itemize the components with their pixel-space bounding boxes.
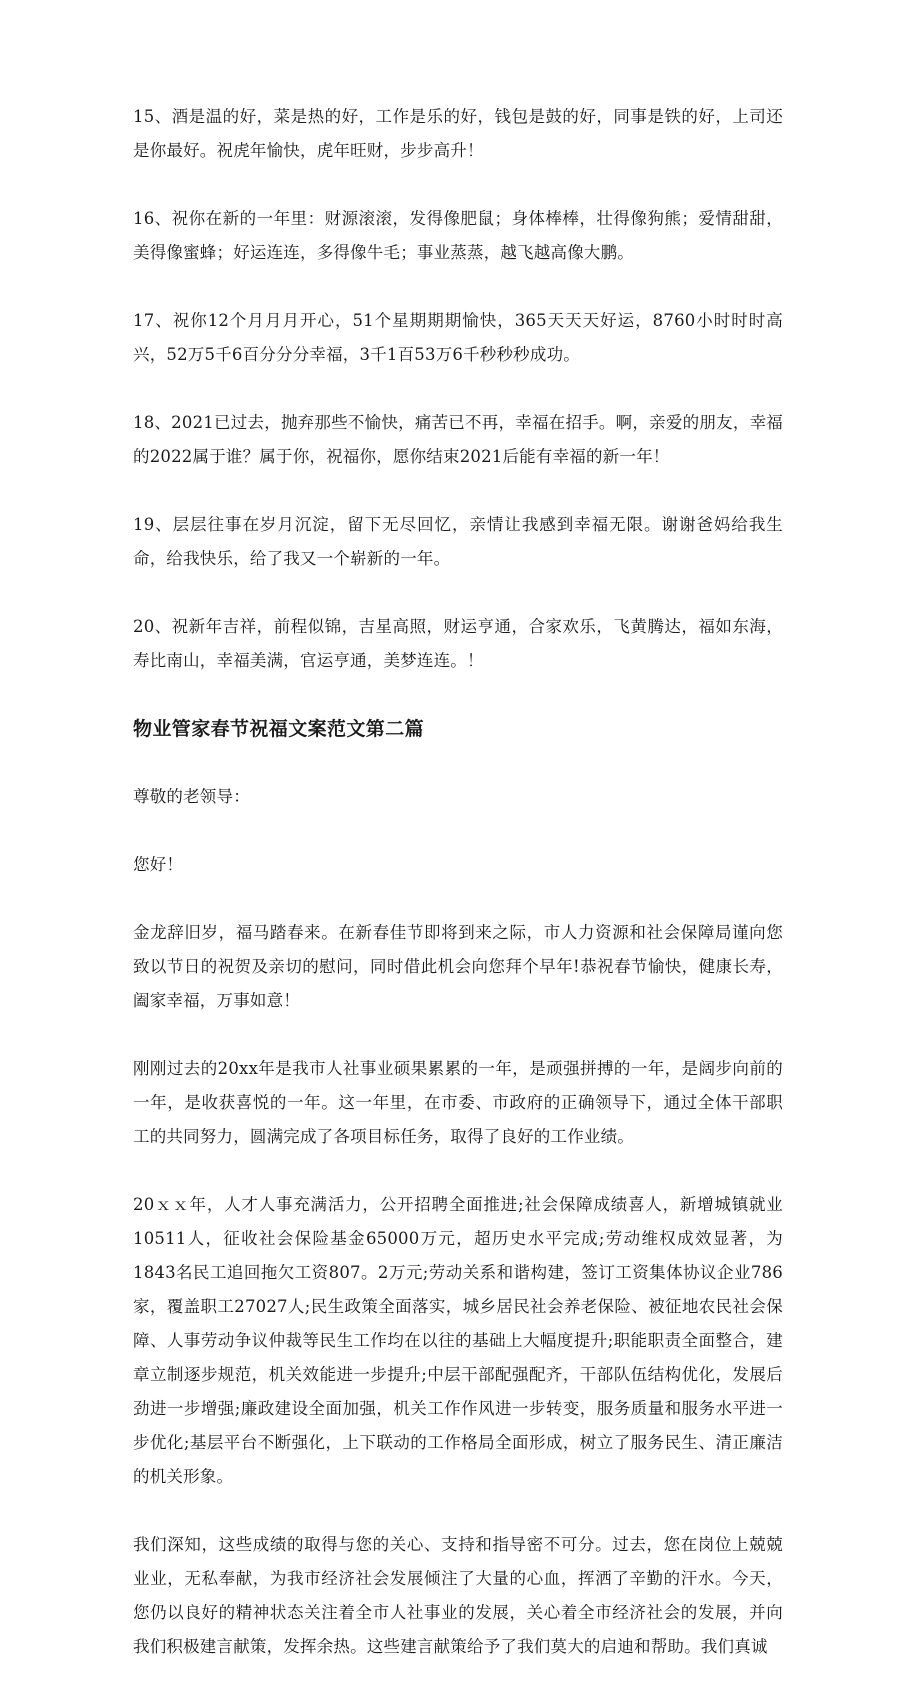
section-title: 物业管家春节祝福文案范文第二篇 [133,718,425,740]
wish-paragraph-19: 19、层层往事在岁月沉淀，留下无尽回忆，亲情让我感到幸福无限。谢谢爸妈给我生命，给我快乐，给了我又一个崭新的一年。 [133,515,783,568]
letter-salutation: 尊敬的老领导： [133,787,250,806]
letter-paragraph-3: 20ｘｘ年，人才人事充满活力，公开招聘全面推进;社会保障成绩喜人，新增城镇就业10511人，征收社会保险基金65000万元，超历史水平完成;劳动维权成效显著，为1843名民工追回拖欠工资807。2万元;劳动关系和谐构建，签订工资集体协议企业786家，覆盖职工27027人;民生政策全面落实，城乡居民社会养老保险、被征地农民社会保障、人事劳动争议仲裁等民生工作均在以往的基础上大幅度提升;职能职责全面整合，建章立制逐步规范，机关效能进一步提升;中层干部配强配齐，干部队伍结构优化，发展后劲进一步增强;廉政建设全面加强，机关工作作风进一步转变，服务质量和服务水平进一步优化;基层平台不断强化，上下联动的工作格局全面形成，树立了服务民生、清正廉洁的机关形象。 [133,1195,783,1486]
letter-paragraph-2: 刚刚过去的20xx年是我市人社事业硕果累累的一年，是顽强拼搏的一年，是阔步向前的一年，是收获喜悦的一年。这一年里，在市委、市政府的正确领导下，通过全体干部职工的共同努力，圆满完成了各项目标任务，取得了良好的工作业绩。 [133,1059,783,1146]
wish-paragraph-17: 17、祝你12个月月月开心，51个星期期期愉快，365天天天好运，8760小时时时高兴，52万5千6百分分分幸福，3千1百53万6千秒秒秒成功。 [133,311,783,364]
wish-paragraph-20: 20、祝新年吉祥，前程似锦，吉星高照，财运亨通，合家欢乐，飞黄腾达，福如东海，寿比南山，幸福美满，官运亨通，美梦连连。！ [133,617,783,670]
wish-paragraph-18: 18、2021已过去，抛弃那些不愉快，痛苦已不再，幸福在招手。啊，亲爱的朋友，幸福的2022属于谁？属于你，祝福你，愿你结束2021后能有幸福的新一年！ [133,413,783,466]
wish-paragraph-16: 16、祝你在新的一年里：财源滚滚，发得像肥鼠；身体棒棒，壮得像狗熊；爱情甜甜，美得像蜜蜂；好运连连，多得像牛毛；事业蒸蒸，越飞越高像大鹏。 [133,209,783,262]
wish-paragraph-15: 15、酒是温的好，菜是热的好，工作是乐的好，钱包是鼓的好，同事是铁的好，上司还是你最好。祝虎年愉快，虎年旺财，步步高升！ [133,107,783,160]
letter-paragraph-1: 金龙辞旧岁，福马踏春来。在新春佳节即将到来之际，市人力资源和社会保障局谨向您致以节日的祝贺及亲切的慰问，同时借此机会向您拜个早年!恭祝春节愉快，健康长寿，阖家幸福，万事如意！ [133,923,783,1010]
document-page [133,100,783,1698]
letter-paragraph-4: 我们深知，这些成绩的取得与您的关心、支持和指导密不可分。过去，您在岗位上兢兢业业，无私奉献，为我市经济社会发展倾注了大量的心血，挥洒了辛勤的汗水。今天，您仍以良好的精神状态关注着全市人社事业的发展，关心着全市经济社会的发展，并向我们积极建言献策，发挥余热。这些建言献策给予了我们莫大的启迪和帮助。我们真诚 [133,1535,783,1656]
letter-greeting: 您好！ [133,855,184,874]
